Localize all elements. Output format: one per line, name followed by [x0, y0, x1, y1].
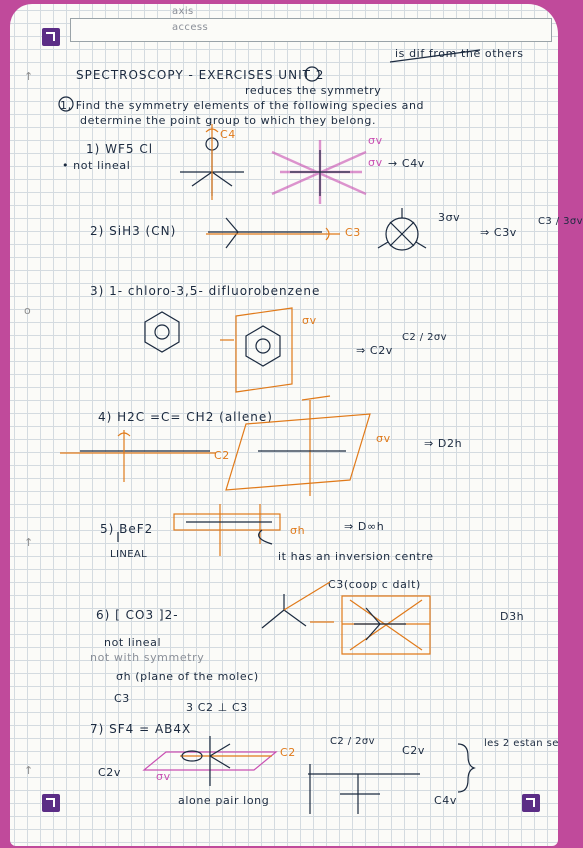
circle-mark	[305, 67, 319, 81]
item5-result: ⇒ D∞h	[344, 520, 385, 533]
item5-note2: it has an inversion centre	[278, 550, 434, 563]
molecule-co3-1	[262, 594, 306, 628]
hole-mark-icon: ↑	[24, 764, 34, 777]
item6-line3: σh (plane of the molec)	[116, 670, 259, 683]
item1-note: • not lineal	[62, 159, 131, 172]
circle-mark	[59, 97, 73, 111]
molecule-sf4-2	[308, 744, 474, 814]
item7-lonepair: alone pair long	[178, 794, 270, 807]
item7-bracket-note: les 2 estan se	[484, 738, 559, 749]
item2-extra: 3σv	[438, 211, 461, 224]
item5-label: 5) BeF2	[100, 522, 154, 536]
molecule-sih3cn	[208, 218, 322, 248]
item2-bracket: C3 / 3σv	[538, 216, 583, 227]
item2-result: ⇒ C3v	[480, 226, 517, 239]
item1-label: 1) WF5 Cl	[86, 142, 154, 156]
item4-label: 4) H2C =C= CH2 (allene)	[98, 410, 273, 424]
item7-note: C2v	[98, 766, 121, 779]
item5-sigma-h: σh	[290, 524, 306, 537]
subtitle-note: reduces the symmetry	[245, 84, 382, 97]
item3-bracket: C2 / 2σv	[402, 332, 447, 343]
item5-note: LINEAL	[110, 549, 148, 560]
molecule-benzene-2	[246, 326, 280, 366]
page-title: SPECTROSCOPY - EXERCISES UNIT 2	[76, 68, 325, 82]
item6-label: 6) [ CO3 ]2-	[96, 608, 179, 622]
item1-c4: C4	[220, 128, 236, 141]
allene-axes-icon	[60, 396, 370, 496]
newman-projection-icon	[378, 208, 426, 250]
co3-axes-icon	[284, 582, 430, 654]
notebook-page	[10, 4, 583, 846]
task-line2: determine the point group to which they belong.	[80, 114, 377, 127]
item7-result2: C4v	[434, 794, 457, 807]
item1-sigma-v2: σv	[368, 156, 383, 169]
annotation-arrow	[390, 50, 480, 62]
hole-mark-icon: o	[24, 304, 31, 317]
item6-note2: not with symmetry	[90, 651, 205, 664]
header-line1: axis	[172, 6, 194, 17]
item7-c2: C2	[280, 746, 296, 759]
item2-c3: C3	[345, 226, 361, 239]
hole-mark-icon: ↑	[24, 536, 34, 549]
item2-label: 2) SiH3 (CN)	[90, 224, 177, 238]
item4-sigma-v: σv	[376, 432, 391, 445]
molecule-sketches	[10, 4, 558, 846]
item6-note: not lineal	[104, 636, 162, 649]
item4-c2: C2	[214, 449, 230, 462]
header-line2: access	[172, 22, 209, 33]
task-line1: 1, Find the symmetry elements of the following species and	[60, 99, 425, 112]
item1-result: → C4v	[388, 157, 425, 170]
molecule-co3-2	[354, 608, 406, 640]
item3-sigma-v: σv	[302, 314, 317, 327]
item4-result: ⇒ D2h	[424, 437, 463, 450]
item7-sigma-v: σv	[156, 770, 171, 783]
item3-result: ⇒ C2v	[356, 344, 393, 357]
molecule-bef2	[118, 522, 272, 544]
item1-sigma-v: σv	[368, 134, 383, 147]
hole-mark-icon: ↑	[24, 70, 34, 83]
item6-top-note: C3(coop c dalt)	[328, 578, 421, 591]
item3-label: 3) 1- chloro-3,5- difluorobenzene	[90, 284, 321, 298]
c4-axis-icon	[206, 124, 218, 200]
molecule-sf4	[182, 736, 230, 786]
item7-bracket: C2 / 2σv	[330, 736, 375, 747]
item6-result: D3h	[500, 610, 525, 623]
item7-result: C2v	[402, 744, 425, 757]
bef2-planes-icon	[174, 504, 280, 556]
item7-label: 7) SF4 = AB4X	[90, 722, 192, 736]
item6-line5: 3 C2 ⊥ C3	[186, 701, 248, 714]
molecule-benzene-1	[145, 312, 179, 352]
item6-line4: C3	[114, 692, 130, 705]
c3-axis-icon	[206, 228, 340, 240]
header-annotation: is dif from the others	[395, 47, 524, 60]
benzene-plane-icon	[220, 308, 292, 392]
